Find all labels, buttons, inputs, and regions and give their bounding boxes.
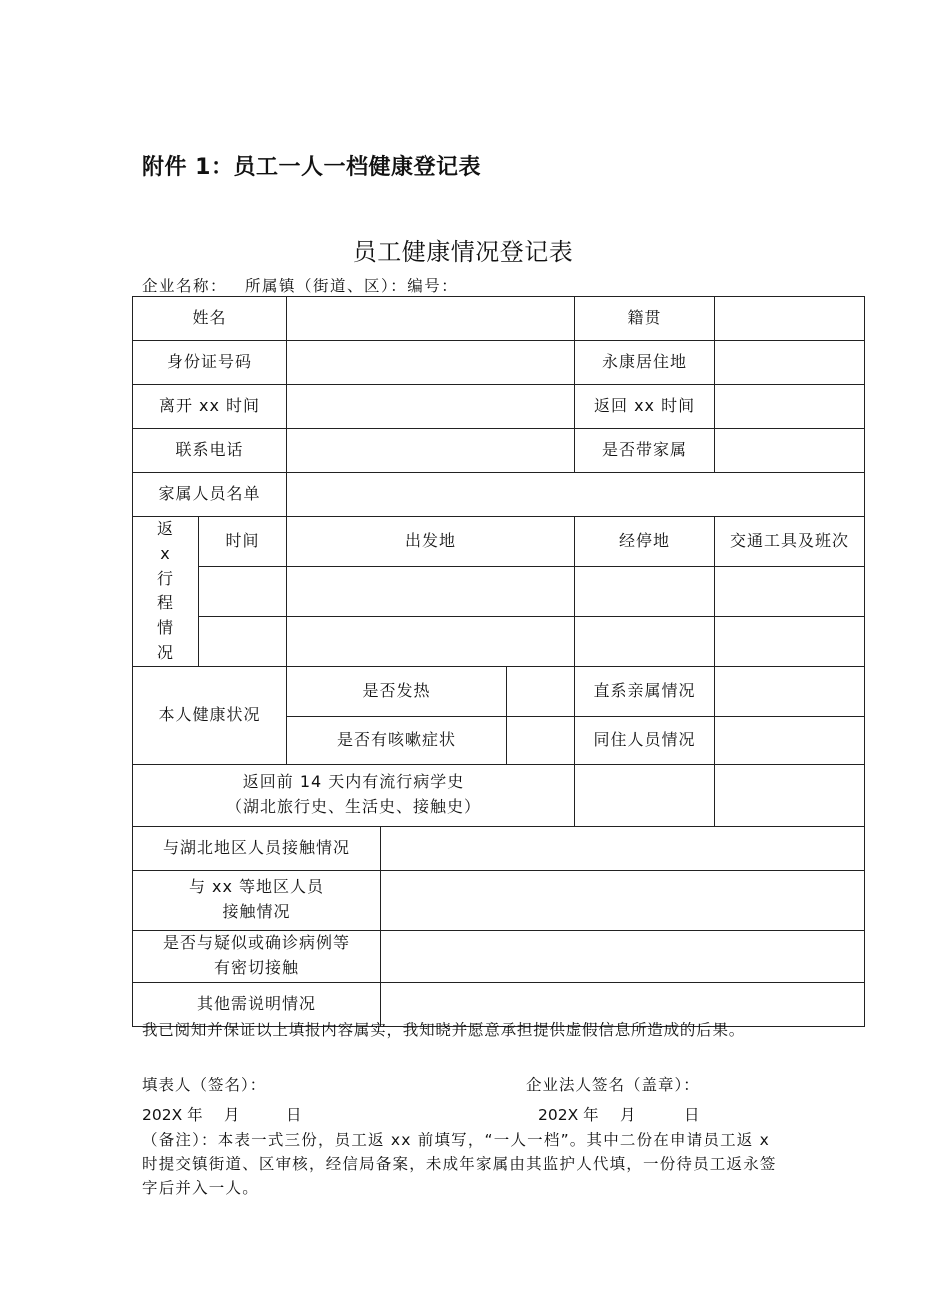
hubei-contact-label: 与湖北地区人员接触情况 bbox=[133, 826, 381, 870]
epidemiological-history-label: 返回前 14 天内有流行病学史 （湖北旅行史、生活史、接触史） bbox=[133, 764, 575, 826]
trip-time-field[interactable] bbox=[199, 566, 287, 616]
other-notes-label: 其他需说明情况 bbox=[133, 982, 381, 1026]
xx-region-contact-label: 与 xx 等地区人员 接触情况 bbox=[133, 870, 381, 930]
leave-time-label: 离开 xx 时间 bbox=[133, 385, 287, 429]
native-place-label: 籍贯 bbox=[575, 297, 715, 341]
fever-label: 是否发热 bbox=[287, 666, 507, 716]
cough-label: 是否有咳嗽症状 bbox=[287, 716, 507, 764]
attachment-title: 附件 1：员工一人一档健康登记表 bbox=[142, 155, 481, 180]
name-label: 姓名 bbox=[133, 297, 287, 341]
date-year: 202X 年 bbox=[142, 1106, 203, 1124]
yongkang-residence-label: 永康居住地 bbox=[575, 341, 715, 385]
health-registration-table bbox=[132, 296, 865, 1027]
fever-field[interactable] bbox=[507, 666, 575, 716]
family-list-label: 家属人员名单 bbox=[133, 473, 287, 517]
trip-transport-field[interactable] bbox=[715, 616, 865, 666]
legal-rep-date bbox=[538, 1103, 700, 1125]
return-time-field[interactable] bbox=[715, 385, 865, 429]
trip-transport-field[interactable] bbox=[715, 566, 865, 616]
return-time-label: 返回 xx 时间 bbox=[575, 385, 715, 429]
legal-rep-signature-label: 企业法人签名（盖章）： bbox=[526, 1076, 700, 1094]
suspected-case-contact-field[interactable] bbox=[381, 930, 865, 982]
xx-region-contact-field[interactable] bbox=[381, 870, 865, 930]
form-meta-line bbox=[142, 274, 476, 296]
epidemiological-history-field[interactable] bbox=[575, 764, 715, 826]
immediate-family-field[interactable] bbox=[715, 666, 865, 716]
filler-date bbox=[142, 1103, 302, 1125]
epidemiological-history-field[interactable] bbox=[715, 764, 865, 826]
with-family-label: 是否带家属 bbox=[575, 429, 715, 473]
company-name-label: 企业名称： bbox=[142, 277, 228, 295]
town-label: 所属镇（街道、区）： bbox=[245, 277, 408, 295]
personal-health-label: 本人健康状况 bbox=[133, 666, 287, 764]
immediate-family-label: 直系亲属情况 bbox=[575, 666, 715, 716]
native-place-field[interactable] bbox=[715, 297, 865, 341]
date-month: 月 bbox=[620, 1106, 636, 1124]
trip-departure-field[interactable] bbox=[287, 616, 575, 666]
return-trip-label: 返 x 行 程 情 况 bbox=[133, 517, 199, 667]
date-day: 日 bbox=[286, 1106, 302, 1124]
trip-departure-field[interactable] bbox=[287, 566, 575, 616]
phone-field[interactable] bbox=[287, 429, 575, 473]
remarks-note: （备注）：本表一式三份，员工返 xx 前填写，“一人一档”。其中二份在申请员工返 x 时提交镇街道、区审核，经信局备案，未成年家属由其监护人代填，一份待员工返永签字后并入一人。 bbox=[142, 1131, 777, 1197]
id-number-field[interactable] bbox=[287, 341, 575, 385]
id-number-label: 身份证号码 bbox=[133, 341, 287, 385]
trip-stopover-field[interactable] bbox=[575, 616, 715, 666]
number-label: 编号： bbox=[407, 277, 459, 295]
form-title: 员工健康情况登记表 bbox=[352, 238, 574, 266]
trip-departure-header: 出发地 bbox=[287, 517, 575, 567]
cough-field[interactable] bbox=[507, 716, 575, 764]
suspected-case-contact-label: 是否与疑似或确诊病例等 有密切接触 bbox=[133, 930, 381, 982]
with-family-field[interactable] bbox=[715, 429, 865, 473]
trip-time-header: 时间 bbox=[199, 517, 287, 567]
cohabitants-field[interactable] bbox=[715, 716, 865, 764]
trip-time-field[interactable] bbox=[199, 616, 287, 666]
trip-stopover-header: 经停地 bbox=[575, 517, 715, 567]
hubei-contact-field[interactable] bbox=[381, 826, 865, 870]
filler-signature-label: 填表人（签名）： bbox=[142, 1076, 267, 1094]
cohabitants-label: 同住人员情况 bbox=[575, 716, 715, 764]
family-list-field[interactable] bbox=[287, 473, 865, 517]
trip-transport-header: 交通工具及班次 bbox=[715, 517, 865, 567]
phone-label: 联系电话 bbox=[133, 429, 287, 473]
name-field[interactable] bbox=[287, 297, 575, 341]
date-year: 202X 年 bbox=[538, 1106, 599, 1124]
declaration-text: 我已阅知并保证以上填报内容属实，我知晓并愿意承担提供虚假信息所造成的后果。 bbox=[142, 1021, 746, 1039]
yongkang-residence-field[interactable] bbox=[715, 341, 865, 385]
leave-time-field[interactable] bbox=[287, 385, 575, 429]
trip-stopover-field[interactable] bbox=[575, 566, 715, 616]
date-day: 日 bbox=[684, 1106, 700, 1124]
date-month: 月 bbox=[224, 1106, 240, 1124]
